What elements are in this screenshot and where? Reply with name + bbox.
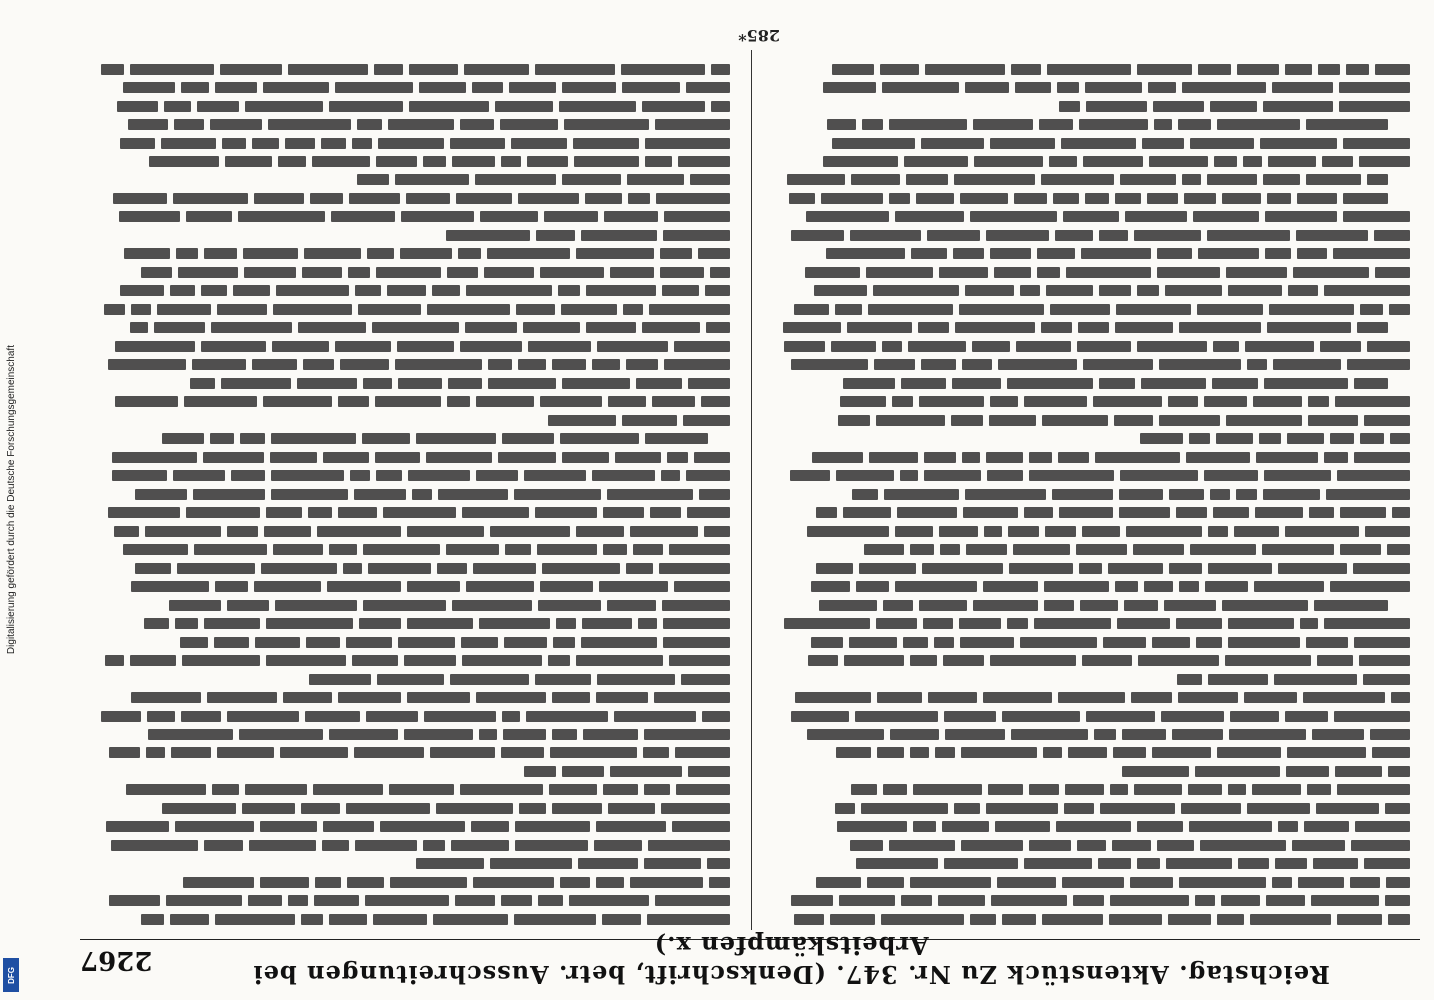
text-line	[90, 523, 730, 540]
text-line	[90, 486, 730, 503]
text-line	[770, 208, 1410, 225]
text-line	[90, 97, 730, 114]
text-line	[90, 319, 730, 336]
text-line	[770, 134, 1410, 151]
text-line	[770, 227, 1410, 244]
text-line	[90, 855, 730, 872]
text-line	[770, 264, 1410, 281]
text-line	[90, 504, 730, 521]
text-column-right	[90, 58, 730, 928]
text-line	[90, 541, 730, 558]
text-line	[770, 504, 1410, 521]
text-line	[90, 264, 730, 281]
text-line	[770, 116, 1410, 133]
text-line	[770, 578, 1410, 595]
text-line	[770, 855, 1410, 872]
text-line	[90, 60, 730, 77]
text-line	[90, 596, 730, 613]
text-line	[90, 375, 730, 392]
text-line	[770, 781, 1410, 798]
text-line	[770, 430, 1410, 447]
text-line	[770, 689, 1410, 706]
text-line	[90, 707, 730, 724]
text-line	[770, 541, 1410, 558]
text-line	[90, 79, 730, 96]
text-line	[770, 892, 1410, 909]
digitization-credit	[0, 0, 22, 1000]
text-line	[90, 818, 730, 835]
page-number: 2267	[80, 945, 153, 975]
text-line	[770, 726, 1410, 743]
text-line	[770, 744, 1410, 761]
text-line	[770, 338, 1410, 355]
text-line	[770, 356, 1410, 373]
text-line	[770, 171, 1410, 188]
text-line	[90, 892, 730, 909]
text-line	[770, 615, 1410, 632]
text-line	[90, 633, 730, 650]
text-line	[90, 763, 730, 780]
text-line	[770, 190, 1410, 207]
text-line	[770, 393, 1410, 410]
text-line	[90, 578, 730, 595]
text-line	[770, 837, 1410, 854]
text-line	[90, 837, 730, 854]
text-line	[770, 301, 1410, 318]
text-line	[90, 116, 730, 133]
text-line	[90, 744, 730, 761]
text-line	[90, 689, 730, 706]
text-line	[90, 134, 730, 151]
column-divider	[751, 50, 752, 930]
text-line	[770, 523, 1410, 540]
text-line	[90, 560, 730, 577]
text-line	[770, 560, 1410, 577]
text-line	[770, 412, 1410, 429]
page-title: Reichstag. Aktenstück Zu Nr. 347. (Denkschrift, betr. Ausschreitungen bei Arbeitskämpfen x.)	[252, 931, 1330, 989]
text-line	[770, 449, 1410, 466]
text-line	[770, 245, 1410, 262]
text-line	[770, 911, 1410, 928]
text-line	[770, 319, 1410, 336]
text-line	[90, 153, 730, 170]
text-line	[90, 301, 730, 318]
text-line	[90, 227, 730, 244]
dfg-logo: DFG	[3, 958, 19, 992]
text-line	[770, 763, 1410, 780]
rotated-scan	[80, 20, 1420, 989]
text-line	[770, 874, 1410, 891]
text-line	[770, 153, 1410, 170]
text-line	[770, 670, 1410, 687]
credit-text: Digitalisierung gefördert durch die Deutsche Forschungsgemeinschaft	[5, 345, 17, 655]
text-line	[90, 208, 730, 225]
text-line	[90, 430, 730, 447]
signature-mark: 285*	[738, 26, 780, 45]
text-line	[90, 245, 730, 262]
text-line	[90, 190, 730, 207]
text-line	[90, 874, 730, 891]
text-line	[90, 615, 730, 632]
text-line	[90, 393, 730, 410]
text-line	[770, 97, 1410, 114]
text-line	[770, 79, 1410, 96]
text-line	[770, 596, 1410, 613]
text-line	[770, 467, 1410, 484]
text-line	[90, 356, 730, 373]
text-line	[90, 171, 730, 188]
text-line	[90, 338, 730, 355]
text-line	[90, 282, 730, 299]
text-line	[90, 467, 730, 484]
text-line	[770, 818, 1410, 835]
text-line	[770, 707, 1410, 724]
text-line	[90, 652, 730, 669]
text-line	[90, 800, 730, 817]
text-line	[90, 781, 730, 798]
text-line	[770, 375, 1410, 392]
text-line	[770, 282, 1410, 299]
text-line	[770, 800, 1410, 817]
text-line	[770, 60, 1410, 77]
text-line	[90, 911, 730, 928]
text-line	[90, 449, 730, 466]
text-line	[770, 633, 1410, 650]
text-line	[770, 652, 1410, 669]
text-line	[770, 486, 1410, 503]
text-line	[90, 726, 730, 743]
text-line	[90, 670, 730, 687]
text-line	[90, 412, 730, 429]
text-column-left	[770, 58, 1410, 928]
page-header	[80, 931, 1420, 989]
